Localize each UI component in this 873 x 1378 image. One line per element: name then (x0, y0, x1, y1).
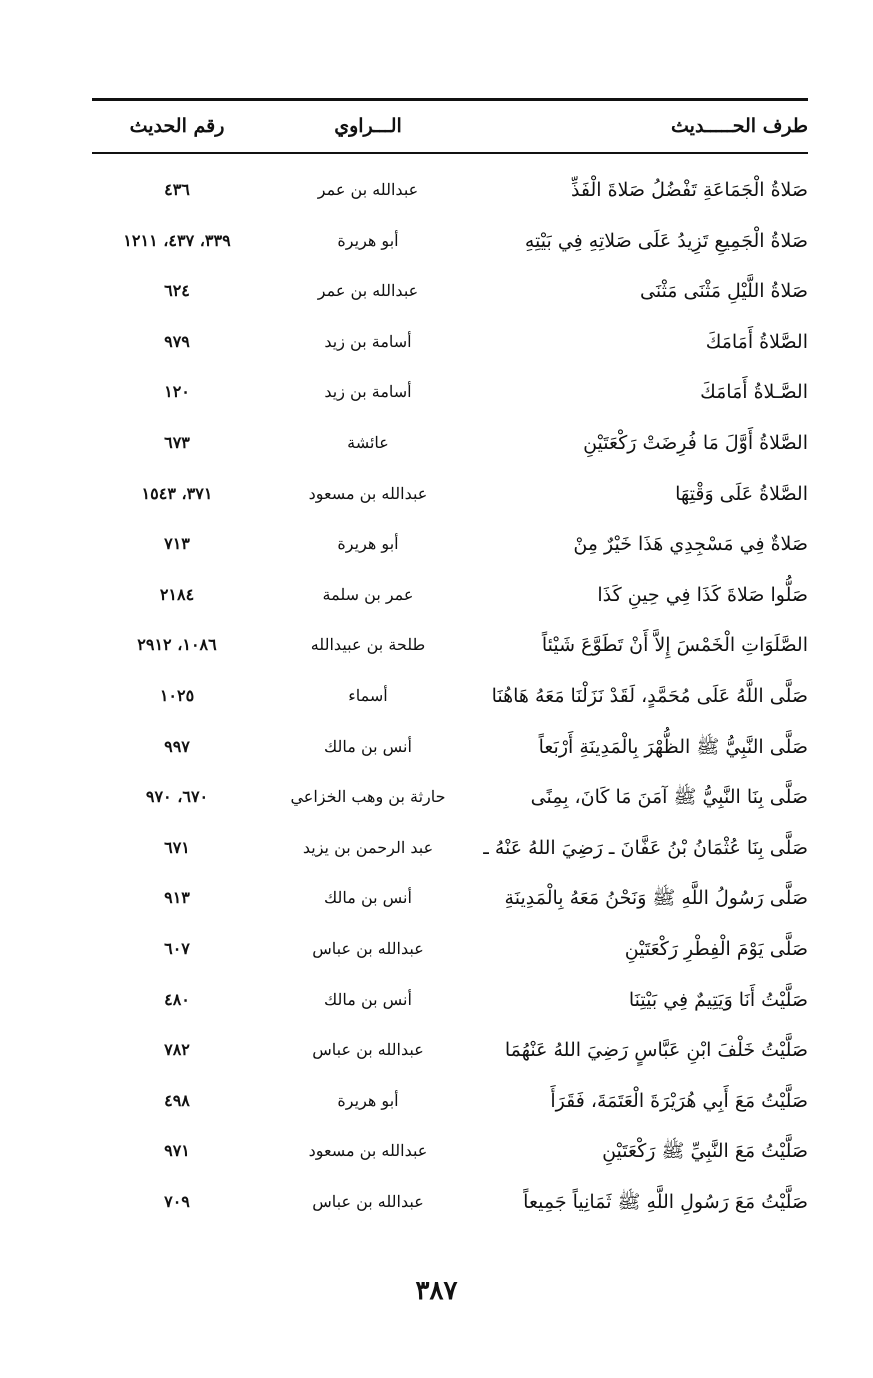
table-row (92, 266, 808, 317)
narrator-name: عبدالله بن عمر (317, 281, 419, 301)
table-row (92, 469, 808, 520)
narrator-name: أسماء (348, 685, 388, 705)
hadith-number: ٩١٣ (164, 888, 190, 908)
table-row (92, 570, 808, 621)
table-row (92, 772, 808, 823)
table-row (92, 519, 808, 570)
hadith-number: ٤٣٦ (164, 180, 190, 199)
table-row (92, 924, 808, 975)
table-row (92, 722, 808, 773)
hadith-number: ٣٧١، ١٥٤٣ (141, 483, 213, 503)
table-row (92, 620, 808, 671)
table-row (92, 671, 808, 722)
hadith-number: ٦٠٧ (164, 938, 190, 958)
hadith-title: صَلُّوا صَلاةَ كَذَا فِي حِينِ كَذَا (597, 583, 808, 606)
hadith-title: صَلَّيْتُ مَعَ أَبِي هُرَيْرَةَ الْعَتَمَةَ، فَقَرَأَ (550, 1089, 808, 1112)
hadith-number: ٧١٣ (164, 534, 190, 554)
header-narrator: الـــراوي (334, 115, 402, 137)
hadith-title: الصَّلَوَاتِ الْخَمْسَ إِلاَّ أَنْ تَطَوَّعَ شَيْئاً (541, 634, 808, 657)
table-row (92, 418, 808, 469)
hadith-number: ٣٣٩، ٤٣٧، ١٢١١ (123, 230, 231, 250)
hadith-number: ٩٧١ (164, 1141, 190, 1161)
narrator-name: أبو هريرة (337, 230, 399, 250)
table-row (92, 165, 808, 216)
hadith-number: ٦٧٣ (164, 432, 190, 452)
hadith-title: صَلَّى رَسُولُ اللَّهِ ﷺ وَنَحْنُ مَعَهُ بِالْمَدِينَةِ (504, 887, 808, 910)
hadith-number: ١٢٠ (164, 382, 190, 402)
hadith-title: صَلَّيْتُ أَنَا وَيَتِيمٌ فِي بَيْتِنَا (628, 988, 808, 1011)
hadith-number: ٩٧٩ (164, 331, 190, 351)
hadith-number: ٤٩٨ (164, 1090, 190, 1110)
narrator-name: أنس بن مالك (324, 888, 412, 908)
hadith-title: صَلَّى بِنَا النَّبِيُّ ﷺ آمَنَ مَا كَانَ، بِمِنًى (530, 786, 808, 809)
hadith-number: ١٠٨٦، ٢٩١٢ (137, 635, 217, 655)
top-rule (92, 98, 808, 101)
header-rule (92, 152, 808, 154)
narrator-name: عمر بن سلمة (322, 584, 414, 604)
narrator-name: أبو هريرة (337, 1090, 399, 1110)
hadith-number: ٩٩٧ (164, 736, 190, 756)
narrator-name: أنس بن مالك (324, 989, 412, 1009)
hadith-title: صَلاةُ الْجَمَاعَةِ تَفْضُلُ صَلاةَ الْفَذِّ (570, 179, 808, 201)
hadith-number: ٤٨٠ (164, 989, 190, 1009)
narrator-name: عبدالله بن مسعود (308, 1141, 428, 1161)
narrator-name: عبدالله بن عمر (317, 180, 419, 199)
hadith-title: صَلَّيْتُ خَلْفَ ابْنِ عَبَّاسٍ رَضِيَ اللهُ عَنْهُمَا (504, 1039, 808, 1062)
narrator-name: عبدالله بن مسعود (308, 483, 428, 503)
hadith-number: ٧٠٩ (164, 1191, 190, 1211)
table-header (92, 106, 808, 146)
hadith-number: ٦٧١ (164, 837, 190, 857)
table-row (92, 975, 808, 1026)
table-row (92, 823, 808, 874)
hadith-title: الصَّـلاةُ أَمَامَكَ (700, 381, 808, 404)
table-row (92, 317, 808, 368)
hadith-title: صَلاةٌ فِي مَسْجِدِي هَذَا خَيْرٌ مِنْ (573, 533, 808, 556)
hadith-title: صَلَّى بِنَا عُثْمَانُ بْنُ عَفَّانَ ـ رَضِيَ اللهُ عَنْهُ ـ (483, 836, 808, 859)
hadith-title: صَلاةُ الْجَمِيعِ تَزِيدُ عَلَى صَلاتِهِ فِي بَيْتِهِ (524, 229, 808, 252)
hadith-number: ٦٢٤ (164, 281, 190, 301)
narrator-name: طلحة بن عبيدالله (310, 635, 426, 655)
hadith-title: صَلَّى اللَّهُ عَلَى مُحَمَّدٍ، لَقَدْ نَزَلْنَا مَعَهُ هَاهُنَا (491, 684, 808, 707)
table-row (92, 1126, 808, 1177)
hadith-index-table (92, 165, 808, 1227)
hadith-title: الصَّلاةُ عَلَى وَقْتِهَا (675, 482, 808, 505)
hadith-number: ٦٧٠، ٩٧٠ (145, 787, 209, 807)
page-number: ٣٨٧ (415, 1276, 458, 1306)
narrator-name: أسامة بن زيد (324, 382, 412, 402)
hadith-number: ٢١٨٤ (159, 584, 195, 604)
hadith-title: صَلَّيْتُ مَعَ رَسُولِ اللَّهِ ﷺ ثَمَانِياً جَمِيعاً (523, 1190, 808, 1213)
hadith-title: صَلَّيْتُ مَعَ النَّبِيِّ ﷺ رَكْعَتَيْنِ (602, 1140, 808, 1163)
table-row (92, 216, 808, 267)
table-row (92, 1025, 808, 1076)
header-hadith-title: طرف الحـــــديث (671, 115, 808, 137)
table-row (92, 873, 808, 924)
narrator-name: أبو هريرة (337, 534, 399, 554)
narrator-name: أسامة بن زيد (324, 331, 412, 351)
hadith-title: صَلَّى النَّبِيُّ ﷺ الظُّهْرَ بِالْمَدِينَةِ أَرْبَعاً (538, 735, 808, 758)
table-row (92, 367, 808, 418)
narrator-name: عبد الرحمن بن يزيد (302, 837, 434, 857)
narrator-name: أنس بن مالك (324, 736, 412, 756)
hadith-number: ١٠٢٥ (159, 685, 195, 705)
hadith-title: صَلَّى يَوْمَ الْفِطْرِ رَكْعَتَيْنِ (624, 937, 808, 960)
hadith-title: الصَّلاةُ أَمَامَكَ (705, 330, 808, 353)
hadith-number: ٧٨٢ (164, 1040, 190, 1060)
table-row (92, 1076, 808, 1127)
header-hadith-number: رقم الحديث (129, 115, 225, 137)
narrator-name: عبدالله بن عباس (312, 1040, 424, 1060)
narrator-name: عبدالله بن عباس (312, 1191, 424, 1211)
narrator-name: عائشة (347, 432, 389, 452)
hadith-title: صَلاةُ اللَّيْلِ مَثْنَى مَثْنَى (640, 280, 808, 303)
narrator-name: عبدالله بن عباس (312, 938, 424, 958)
narrator-name: حارثة بن وهب الخزاعي (290, 787, 446, 807)
table-row (92, 1177, 808, 1228)
hadith-title: الصَّلاةُ أَوَّلَ مَا فُرِضَتْ رَكْعَتَيْنِ (583, 431, 808, 454)
